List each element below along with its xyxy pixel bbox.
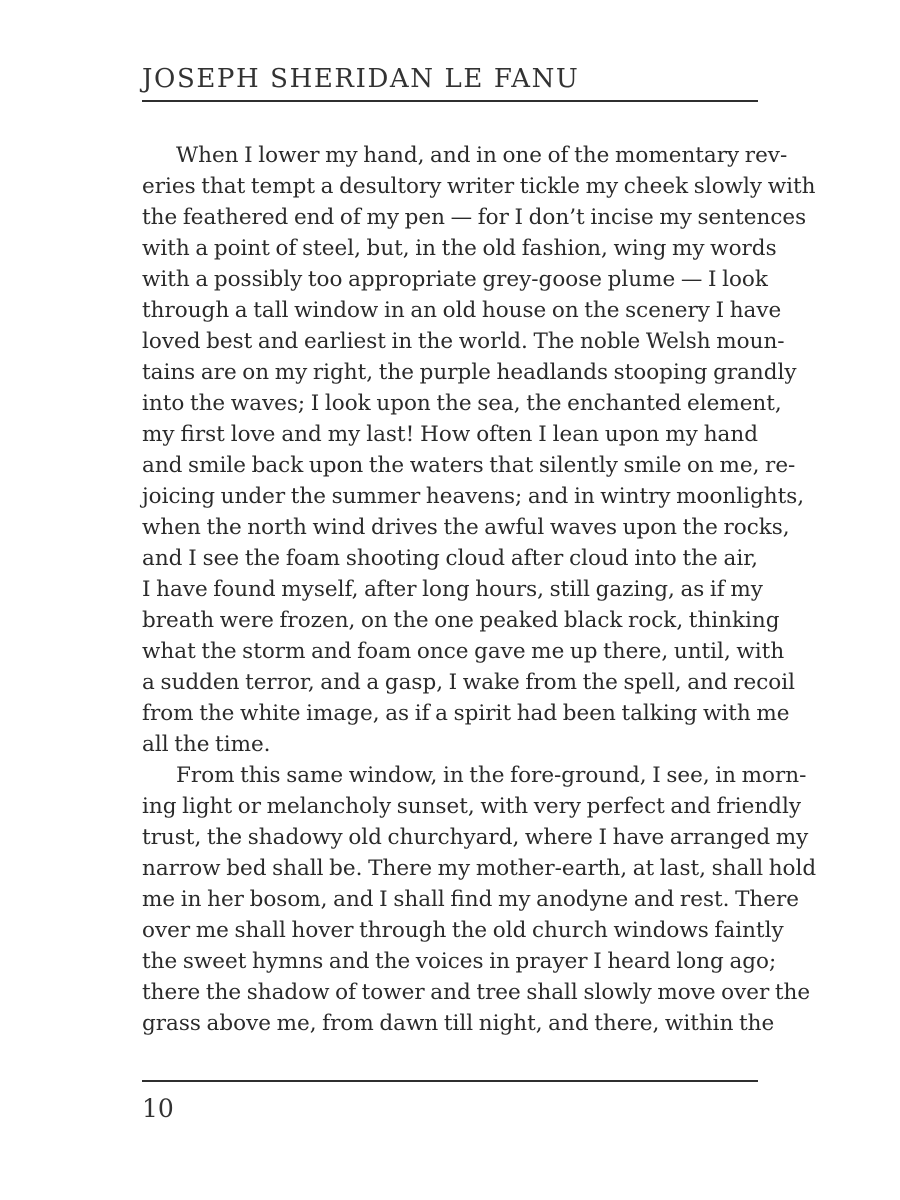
- text-line: loved best and earliest in the world. The noble Welsh moun-: [142, 329, 785, 354]
- text-line: from the white image, as if a spirit had been talking with me: [142, 701, 790, 726]
- text-line: what the storm and foam once gave me up there, until, with: [142, 639, 785, 664]
- header-rule: [142, 100, 758, 102]
- text-line: I have found myself, after long hours, still gazing, as if my: [142, 577, 763, 602]
- text-line: into the waves; I look upon the sea, the enchanted element,: [142, 391, 782, 416]
- text-line: through a tall window in an old house on the scenery I have: [142, 298, 782, 323]
- text-line: and smile back upon the waters that silently smile on me, re-: [142, 453, 796, 478]
- text-line: tains are on my right, the purple headlands stooping grandly: [142, 360, 797, 385]
- text-line: ing light or melancholy sunset, with very perfect and friendly: [142, 794, 801, 819]
- footer-rule: [142, 1080, 758, 1082]
- text-line: grass above me, from dawn till night, and there, within the: [142, 1011, 775, 1036]
- text-line: From this same window, in the fore-ground, I see, in morn-: [176, 763, 807, 788]
- text-line: and I see the foam shooting cloud after cloud into the air,: [142, 546, 758, 571]
- text-line: all the time.: [142, 732, 271, 757]
- text-line: the feathered end of my pen — for I don’t incise my sentences: [142, 205, 807, 230]
- text-line: trust, the shadowy old churchyard, where I have arranged my: [142, 825, 809, 850]
- text-line: eries that tempt a desultory writer tickle my cheek slowly with: [142, 174, 816, 199]
- text-line: with a point of steel, but, in the old fashion, wing my words: [142, 236, 777, 261]
- text-line: with a possibly too appropriate grey-goose plume — I look: [142, 267, 768, 292]
- body-text: [142, 140, 817, 1039]
- page-number: 10: [142, 1094, 174, 1123]
- text-line: the sweet hymns and the voices in prayer I heard long ago;: [142, 949, 777, 974]
- text-line: narrow bed shall be. There my mother-earth, at last, shall hold: [142, 856, 817, 881]
- text-line: there the shadow of tower and tree shall slowly move over the: [142, 980, 811, 1005]
- text-line: over me shall hover through the old church windows faintly: [142, 918, 784, 943]
- text-line: joicing under the summer heavens; and in wintry moonlights,: [142, 484, 805, 509]
- text-line: my first love and my last! How often I lean upon my hand: [142, 422, 758, 447]
- running-head-title: JOSEPH SHERIDAN LE FANU: [142, 64, 580, 94]
- text-line: when the north wind drives the awful waves upon the rocks,: [142, 515, 790, 540]
- text-line: me in her bosom, and I shall find my anodyne and rest. There: [142, 887, 799, 912]
- text-line: When I lower my hand, and in one of the momentary rev-: [176, 143, 788, 168]
- text-line: breath were frozen, on the one peaked black rock, thinking: [142, 608, 780, 633]
- text-line: a sudden terror, and a gasp, I wake from the spell, and recoil: [142, 670, 795, 695]
